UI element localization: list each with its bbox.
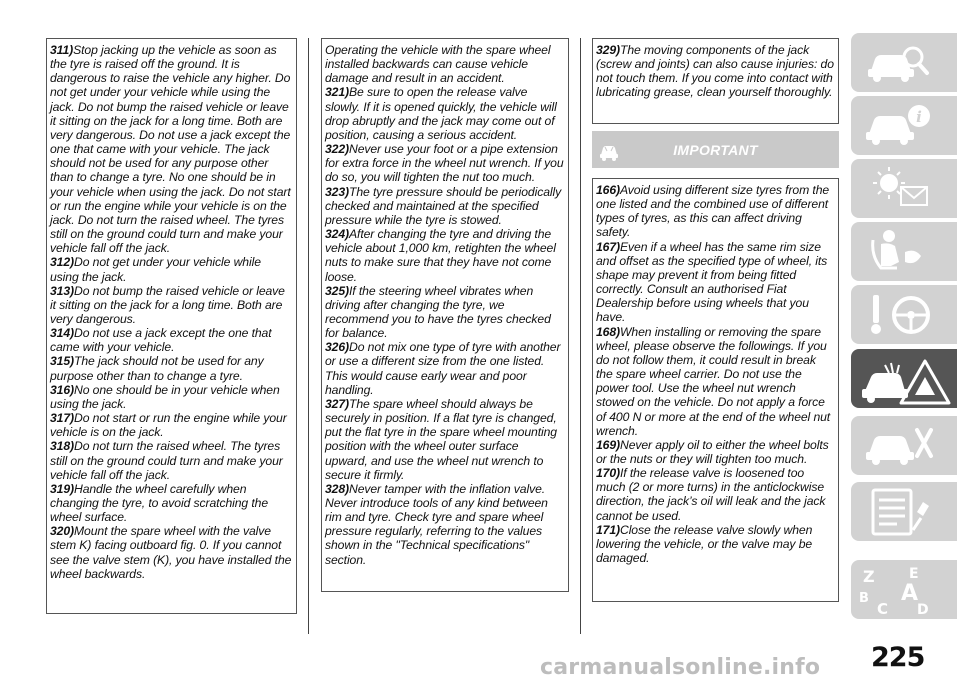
note-item — [50, 439, 292, 481]
note-item — [50, 411, 292, 439]
note-item — [325, 43, 564, 85]
tab-alphabetical-index[interactable] — [851, 560, 957, 619]
note-number: 312) — [50, 255, 74, 270]
important-title: IMPORTANT — [673, 142, 758, 158]
note-item — [596, 240, 834, 325]
note-text: If the steering wheel vibrates when driving after changing the tyre, we recommend you to have the tyres checked for balance. — [325, 283, 551, 341]
note-item — [325, 397, 564, 482]
warning-notes-column-1 — [46, 38, 297, 614]
svg-text:i: i — [916, 108, 922, 126]
column-divider — [308, 38, 309, 634]
note-text: Do not bump the raised vehicle or leave it sitting on the jack for a long time. Both are very dangerous. — [50, 283, 285, 326]
tab-car-info[interactable] — [851, 96, 957, 155]
warning-notes-column-3 — [592, 38, 839, 124]
note-item — [325, 185, 564, 227]
note-text: Never tamper with the inflation valve. Never introduce tools of any kind between rim and tyre. Check tyre and spare wheel pressure regularly, referring to the values shown in the "Technical specifications" section. — [325, 481, 548, 567]
tab-key-steering[interactable] — [851, 285, 957, 344]
specifications-list-icon — [851, 482, 957, 541]
note-number: 313) — [50, 283, 74, 298]
car-service-icon — [851, 416, 957, 475]
note-number: 167) — [596, 239, 620, 254]
svg-text:A: A — [901, 581, 919, 606]
note-item — [50, 482, 292, 524]
note-text: Never use your foot or a pipe extension for extra force in the wheel nut wrench. If you do so, you will tighten the nut too much. — [325, 142, 564, 185]
note-text: After changing the tyre and driving the vehicle about 1,000 km, retighten the wheel nuts to make sure that they have not come loose. — [325, 227, 556, 284]
note-text: Do not turn the raised wheel. The tyres still on the ground could turn and make your vehicle fall off the jack. — [50, 439, 283, 482]
note-number: 314) — [50, 326, 74, 341]
note-item — [325, 284, 564, 341]
note-number: 325) — [325, 283, 349, 298]
note-text: No one should be in your vehicle when using the jack. — [50, 382, 280, 411]
note-text: Operating the vehicle with the spare wheel installed backwards can cause vehicle damage and result in an accident. — [325, 43, 551, 86]
watermark-text: carmanualsonline.info — [540, 655, 821, 680]
svg-text:B: B — [859, 591, 869, 606]
note-item — [50, 255, 292, 283]
important-notes-column — [592, 178, 839, 602]
note-item — [50, 524, 292, 581]
note-item — [50, 383, 292, 411]
note-item — [596, 325, 834, 438]
note-number: 168) — [596, 324, 620, 339]
note-text: The tyre pressure should be periodically checked and maintained at the specified pressure while the tyre is stowed. — [325, 184, 562, 227]
note-item — [596, 466, 834, 523]
note-number: 327) — [325, 396, 349, 411]
note-text: The spare wheel should always be securely in position. If a flat tyre is changed, put the flat tyre in the spare wheel mounting position with the wheel outer surface upward, and use the wheel nut wrench to secure it firmly. — [325, 396, 557, 482]
note-number: 315) — [50, 354, 74, 369]
note-item — [325, 482, 564, 567]
key-steering-icon — [851, 285, 957, 344]
note-text: Never apply oil to either the wheel bolts or the nuts or they will tighten too much. — [596, 437, 829, 466]
note-text: Do not use a jack except the one that came with your vehicle. — [50, 326, 272, 355]
note-item — [50, 326, 292, 354]
svg-text:C: C — [877, 600, 889, 618]
tab-car-emergency[interactable] — [851, 349, 957, 408]
note-text: Be sure to open the release valve slowly. If it is opened quickly, the vehicle will drop abruptly and the jack may come out of position, causing a serious accident. — [325, 85, 557, 142]
note-number: 329) — [596, 43, 620, 57]
note-item — [50, 284, 292, 326]
tab-warning-lights[interactable] — [851, 159, 957, 218]
note-number: 326) — [325, 340, 349, 355]
tab-car-search[interactable] — [851, 33, 957, 92]
column-divider — [580, 38, 581, 634]
seatbelt-airbag-icon — [851, 222, 957, 281]
note-number: 328) — [325, 481, 349, 496]
car-search-icon — [851, 33, 957, 92]
note-item — [325, 85, 564, 142]
note-number: 171) — [596, 522, 620, 537]
note-number: 322) — [325, 142, 349, 157]
note-number: 318) — [50, 439, 74, 454]
tab-specifications[interactable] — [851, 482, 957, 541]
note-item — [325, 227, 564, 284]
note-text: Do not mix one type of tyre with another or use a different size from the one listed. This would cause early wear and poor handling. — [325, 340, 561, 397]
svg-text:Z: Z — [863, 567, 875, 586]
note-number: 170) — [596, 466, 620, 481]
note-text: Avoid using different size tyres from the one listed and the combined use of different types of tyres, as this can affect driving safety. — [596, 183, 830, 240]
note-item — [50, 354, 292, 382]
tab-seatbelt-airbag[interactable] — [851, 222, 957, 281]
note-number: 317) — [50, 411, 74, 426]
note-text: The jack should not be used for any purpose other than to change a tyre. — [50, 354, 264, 383]
note-number: 316) — [50, 382, 74, 397]
note-number: 169) — [596, 437, 620, 452]
note-text: Do not start or run the engine while your vehicle is on the jack. — [50, 411, 287, 440]
note-number: 320) — [50, 524, 74, 539]
page-number: 225 — [871, 642, 925, 673]
note-item — [596, 523, 834, 565]
tab-car-service[interactable] — [851, 416, 957, 475]
note-number: 324) — [325, 227, 349, 242]
note-text: If the release valve is loosened too much (2 or more turns) in the anticlockwise direction, the jack’s oil will leak and the jack cannot be used. — [596, 466, 826, 523]
note-text: Even if a wheel has the same rim size and offset as the specified type of wheel, its shape may prevent it from being fitted correctly. Consult an authorised Fiat Dealership before using wheels that you have. — [596, 239, 828, 325]
note-number: 321) — [325, 85, 349, 100]
note-item — [596, 438, 834, 466]
note-number: 166) — [596, 183, 620, 197]
svg-text:D: D — [917, 602, 929, 618]
note-item — [325, 142, 564, 184]
note-item — [50, 43, 292, 255]
note-text: Do not get under your vehicle while using the jack. — [50, 255, 261, 284]
note-text: Close the release valve slowly when lowering the vehicle, or the valve may be damaged. — [596, 522, 813, 566]
note-text: Mount the spare wheel with the valve stem K) facing outboard fig. 0. If you cannot see the valve stem (K), you have installed the wheel backwards. — [50, 524, 292, 581]
note-text: Stop jacking up the vehicle as soon as the tyre is raised off the ground. It is dangerous to raise the vehicle any higher. Do not get under your vehicle while using the jack. Do not bump the raised vehicle or leave it sitting on the jack for a long time. Both are very dangerous. Do not use a jack except the one that came with your vehicle. The jack should not be used for any purpose other than to change a tyre. No one should be in your vehicle when using the jack. Do not start or run the engine while your vehicle is on the jack. Do not turn the raised wheel. The tyres still on the ground could turn and make your vehicle fall off the jack. — [50, 43, 291, 256]
note-number: 311) — [50, 43, 74, 57]
alphabetical-index-icon — [851, 560, 957, 619]
warning-lights-icon — [851, 159, 957, 218]
note-text: The moving components of the jack (screw and joints) can also cause injuries: do not touch them. If you come into contact with lubricating grease, clean yourself thoroughly. — [596, 43, 834, 100]
note-number: 323) — [325, 184, 349, 199]
note-text: When installing or removing the spare wheel, please observe the followings. If you do not follow them, it could result in break the spare wheel carrier. Do not use the power tool. Use the wheel nut wrench stowed on the vehicle. Do not apply a force of 400 N or more at the end of the wheel nut wrench. — [596, 324, 831, 438]
warning-notes-column-2 — [321, 38, 569, 592]
car-emergency-icon — [851, 349, 957, 413]
note-number: 319) — [50, 481, 74, 496]
note-item — [596, 183, 834, 240]
note-item — [596, 43, 834, 100]
svg-text:E: E — [909, 566, 919, 582]
important-header — [592, 131, 839, 168]
note-text: Handle the wheel carefully when changing the tyre, to avoid scratching the wheel surface. — [50, 481, 269, 525]
car-info-icon — [851, 96, 957, 155]
note-item — [325, 340, 564, 397]
